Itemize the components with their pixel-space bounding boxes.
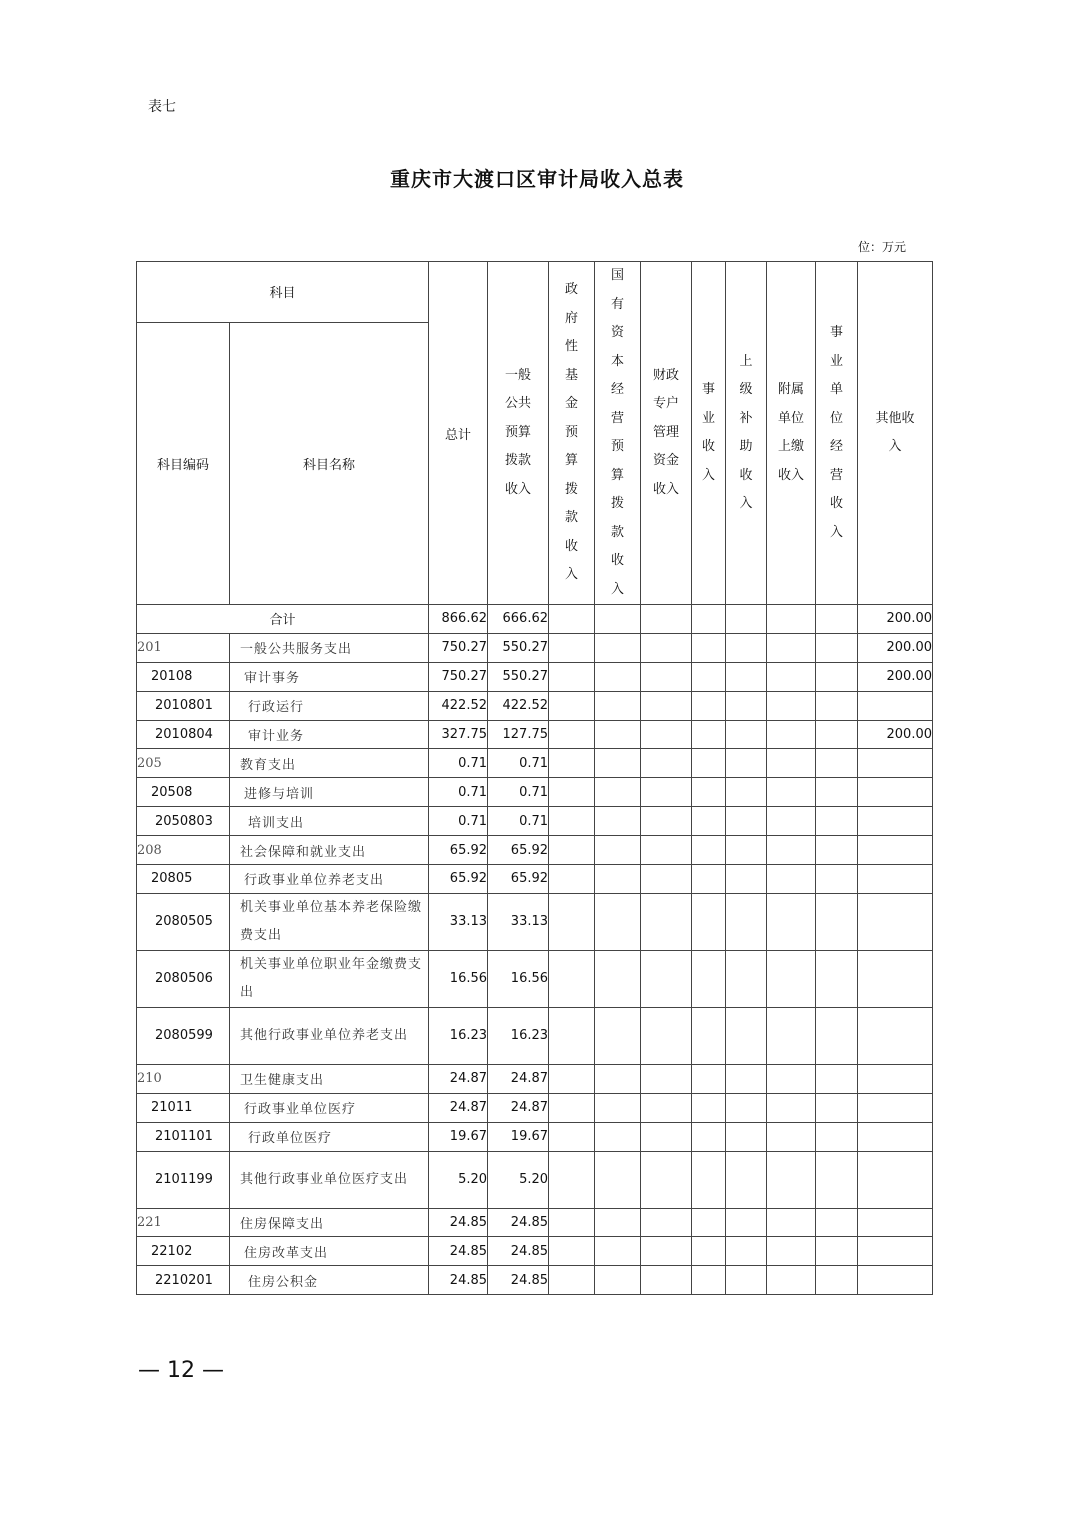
empty-cell: [595, 1007, 641, 1064]
empty-cell: [692, 1064, 726, 1093]
other-income-value: [858, 1151, 933, 1208]
subject-name: 其他行政事业单位医疗支出: [230, 1151, 429, 1208]
empty-cell: [595, 1266, 641, 1295]
table-row: [137, 720, 933, 749]
empty-cell: [692, 1208, 726, 1237]
total-row: [137, 605, 933, 634]
total-value: 0.71: [429, 749, 488, 778]
empty-cell: [816, 662, 858, 691]
empty-cell: [549, 1064, 595, 1093]
empty-cell: [692, 865, 726, 894]
other-income-value: [858, 1237, 933, 1266]
subject-name: 行政单位医疗: [230, 1122, 429, 1151]
empty-cell: [726, 950, 767, 1007]
empty-cell: [692, 1266, 726, 1295]
empty-cell: [641, 1007, 692, 1064]
empty-cell: [726, 893, 767, 950]
empty-cell: [595, 950, 641, 1007]
empty-cell: [595, 807, 641, 836]
empty-cell: [641, 836, 692, 865]
empty-cell: [549, 807, 595, 836]
empty-cell: [641, 633, 692, 662]
table-row: [137, 662, 933, 691]
empty-cell: [692, 1122, 726, 1151]
empty-cell: [767, 1208, 816, 1237]
other-income-value: [858, 1208, 933, 1237]
empty-cell: [549, 720, 595, 749]
empty-cell: [767, 633, 816, 662]
subject-code: 20805: [137, 865, 230, 894]
subject-name: 住房保障支出: [230, 1208, 429, 1237]
empty-cell: [692, 1237, 726, 1266]
subject-code: 2101199: [137, 1151, 230, 1208]
income-table: [136, 261, 933, 1295]
other-income-value: [858, 1007, 933, 1064]
empty-cell: [641, 691, 692, 720]
subject-code: 2101101: [137, 1122, 230, 1151]
total-value: 24.85: [429, 1208, 488, 1237]
total-total: 866.62: [429, 605, 488, 634]
empty-cell: [726, 691, 767, 720]
subject-name: 培训支出: [230, 807, 429, 836]
empty-cell: [816, 633, 858, 662]
operating-income-header: 事 业 单 位 经 营 收 入: [816, 262, 858, 605]
subject-code: 210: [137, 1064, 230, 1093]
document-label: 表七: [148, 99, 176, 115]
total-value: 750.27: [429, 633, 488, 662]
empty-cell: [726, 865, 767, 894]
empty-cell: [595, 749, 641, 778]
empty-cell: [692, 662, 726, 691]
subject-code: 2080506: [137, 950, 230, 1007]
empty-cell: [767, 1237, 816, 1266]
empty-cell: [641, 807, 692, 836]
empty-cell: [816, 1093, 858, 1122]
total-general: 666.62: [488, 605, 549, 634]
empty-cell: [549, 1151, 595, 1208]
subject-name: 行政事业单位医疗: [230, 1093, 429, 1122]
other-income-value: [858, 1093, 933, 1122]
empty-cell: [641, 950, 692, 1007]
empty-cell: [641, 1208, 692, 1237]
subject-code: 2210201: [137, 1266, 230, 1295]
general-budget-value: 5.20: [488, 1151, 549, 1208]
subject-name: 一般公共服务支出: [230, 633, 429, 662]
empty-cell: [641, 865, 692, 894]
table-row: [137, 950, 933, 1007]
empty-cell: [549, 1093, 595, 1122]
empty-cell: [726, 633, 767, 662]
subject-code: 20108: [137, 662, 230, 691]
other-income-value: [858, 749, 933, 778]
empty-cell: [726, 1093, 767, 1122]
empty-cell: [549, 778, 595, 807]
total-value: 0.71: [429, 778, 488, 807]
general-budget-value: 33.13: [488, 893, 549, 950]
empty-cell: [726, 836, 767, 865]
general-budget-value: 24.85: [488, 1208, 549, 1237]
empty-cell: [726, 749, 767, 778]
empty-cell: [816, 749, 858, 778]
empty-cell: [692, 691, 726, 720]
empty-cell: [549, 1208, 595, 1237]
other-income-value: [858, 836, 933, 865]
subject-name: 机关事业单位基本养老保险缴费支出: [230, 893, 429, 950]
empty-cell: [816, 1122, 858, 1151]
table-row: [137, 1093, 933, 1122]
subject-name: 其他行政事业单位养老支出: [230, 1007, 429, 1064]
superior-subsidy-header: 上 级 补 助 收 入: [726, 262, 767, 605]
empty-cell: [549, 836, 595, 865]
subject-code: 2010804: [137, 720, 230, 749]
empty-cell: [641, 662, 692, 691]
subject-code: 22102: [137, 1237, 230, 1266]
empty-cell: [692, 1093, 726, 1122]
fiscal-special-header: 财政 专户 管理 资金 收入: [641, 262, 692, 605]
empty-cell: [692, 720, 726, 749]
empty-cell: [692, 836, 726, 865]
empty-cell: [816, 1064, 858, 1093]
empty-cell: [816, 720, 858, 749]
empty-cell: [726, 1122, 767, 1151]
empty-cell: [549, 1007, 595, 1064]
total-value: 24.87: [429, 1064, 488, 1093]
empty-cell: [549, 1122, 595, 1151]
subject-code: 208: [137, 836, 230, 865]
total-value: 24.87: [429, 1093, 488, 1122]
subject-code: 2080505: [137, 893, 230, 950]
empty-cell: [767, 749, 816, 778]
empty-cell: [767, 1122, 816, 1151]
general-budget-value: 0.71: [488, 778, 549, 807]
empty-cell: [816, 893, 858, 950]
total-value: 0.71: [429, 807, 488, 836]
gov-fund-header: 政 府 性 基 金 预 算 拨 款 收 入: [549, 262, 595, 605]
general-budget-value: 550.27: [488, 662, 549, 691]
empty-cell: [767, 807, 816, 836]
empty-cell: [816, 1237, 858, 1266]
empty-cell: [726, 1007, 767, 1064]
empty-cell: [726, 1064, 767, 1093]
empty-cell: [816, 836, 858, 865]
subject-code: 20508: [137, 778, 230, 807]
total-header: 总计: [429, 262, 488, 605]
subject-name: 进修与培训: [230, 778, 429, 807]
subject-name: 社会保障和就业支出: [230, 836, 429, 865]
general-budget-value: 24.85: [488, 1266, 549, 1295]
general-budget-value: 65.92: [488, 836, 549, 865]
other-income-value: 200.00: [858, 633, 933, 662]
general-budget-value: 550.27: [488, 633, 549, 662]
empty-cell: [595, 720, 641, 749]
other-income-value: [858, 1064, 933, 1093]
table-row: [137, 1266, 933, 1295]
empty-cell: [595, 1093, 641, 1122]
empty-cell: [595, 1208, 641, 1237]
empty-cell: [641, 893, 692, 950]
empty-cell: [816, 807, 858, 836]
other-income-value: [858, 893, 933, 950]
empty-cell: [641, 1064, 692, 1093]
subject-code: 2050803: [137, 807, 230, 836]
empty-cell: [595, 633, 641, 662]
general-budget-value: 16.56: [488, 950, 549, 1007]
empty-cell: [549, 865, 595, 894]
subject-name: 卫生健康支出: [230, 1064, 429, 1093]
empty-cell: [767, 662, 816, 691]
empty-cell: [816, 1007, 858, 1064]
table-row: [137, 1122, 933, 1151]
table-row: [137, 1151, 933, 1208]
subject-header: 科目: [137, 262, 429, 323]
empty-cell: [595, 1122, 641, 1151]
empty-cell: [726, 1208, 767, 1237]
subject-code: 205: [137, 749, 230, 778]
empty-cell: [726, 662, 767, 691]
empty-cell: [726, 1266, 767, 1295]
table-row: [137, 749, 933, 778]
total-value: 33.13: [429, 893, 488, 950]
empty-cell: [767, 1093, 816, 1122]
other-income-value: [858, 778, 933, 807]
other-income-header: 其他收 入: [858, 262, 933, 605]
empty-cell: [595, 691, 641, 720]
empty-cell: [726, 807, 767, 836]
subject-name: 行政事业单位养老支出: [230, 865, 429, 894]
empty-cell: [641, 1093, 692, 1122]
total-value: 19.67: [429, 1122, 488, 1151]
subject-name: 教育支出: [230, 749, 429, 778]
total-value: 65.92: [429, 836, 488, 865]
empty-cell: [767, 865, 816, 894]
table-row: [137, 633, 933, 662]
empty-cell: [595, 1151, 641, 1208]
empty-cell: [816, 691, 858, 720]
empty-cell: [692, 633, 726, 662]
total-label: 合计: [137, 605, 429, 634]
empty-cell: [595, 893, 641, 950]
name-header: 科目名称: [230, 322, 429, 604]
empty-cell: [595, 836, 641, 865]
empty-cell: [641, 1237, 692, 1266]
subject-name: 机关事业单位职业年金缴费支出: [230, 950, 429, 1007]
general-budget-value: 0.71: [488, 807, 549, 836]
empty-cell: [692, 749, 726, 778]
subject-name: 住房改革支出: [230, 1237, 429, 1266]
empty-cell: [767, 1266, 816, 1295]
total-value: 65.92: [429, 865, 488, 894]
general-budget-value: 19.67: [488, 1122, 549, 1151]
empty-cell: [549, 950, 595, 1007]
table-row: [137, 691, 933, 720]
other-income-value: [858, 691, 933, 720]
total-value: 16.23: [429, 1007, 488, 1064]
empty-cell: [726, 720, 767, 749]
empty-cell: [595, 778, 641, 807]
page-number: — 12 —: [138, 1358, 224, 1383]
general-budget-value: 24.85: [488, 1237, 549, 1266]
empty-cell: [692, 778, 726, 807]
empty-cell: [641, 749, 692, 778]
empty-cell: [641, 1266, 692, 1295]
general-budget-value: 422.52: [488, 691, 549, 720]
empty-cell: [816, 865, 858, 894]
empty-cell: [549, 1266, 595, 1295]
empty-cell: [767, 836, 816, 865]
empty-cell: [549, 1237, 595, 1266]
table-row: [137, 836, 933, 865]
table-row: [137, 1237, 933, 1266]
empty-cell: [641, 1151, 692, 1208]
table-row: [137, 865, 933, 894]
empty-cell: [692, 807, 726, 836]
empty-cell: [767, 950, 816, 1007]
state-capital-header: 国 有 资 本 经 营 预 算 拨 款 收 入: [595, 262, 641, 605]
general-budget-value: 24.87: [488, 1064, 549, 1093]
other-income-value: [858, 865, 933, 894]
subject-name: 审计业务: [230, 720, 429, 749]
other-income-value: 200.00: [858, 662, 933, 691]
subject-name: 行政运行: [230, 691, 429, 720]
table-row: [137, 1007, 933, 1064]
total-value: 327.75: [429, 720, 488, 749]
empty-cell: [816, 950, 858, 1007]
empty-cell: [549, 749, 595, 778]
other-income-value: [858, 807, 933, 836]
table-row: [137, 1064, 933, 1093]
empty-cell: [816, 1151, 858, 1208]
empty-cell: [641, 720, 692, 749]
empty-cell: [726, 1151, 767, 1208]
empty-cell: [549, 893, 595, 950]
empty-cell: [767, 893, 816, 950]
empty-cell: [595, 1237, 641, 1266]
empty-cell: [595, 1064, 641, 1093]
empty-cell: [692, 1007, 726, 1064]
total-value: 750.27: [429, 662, 488, 691]
other-income-value: [858, 1122, 933, 1151]
other-income-value: [858, 950, 933, 1007]
other-income-value: 200.00: [858, 720, 933, 749]
empty-cell: [595, 865, 641, 894]
other-income-value: [858, 1266, 933, 1295]
code-header: 科目编码: [137, 322, 230, 604]
total-value: 5.20: [429, 1151, 488, 1208]
general-budget-value: 0.71: [488, 749, 549, 778]
total-value: 24.85: [429, 1237, 488, 1266]
empty-cell: [726, 778, 767, 807]
general-budget-value: 16.23: [488, 1007, 549, 1064]
empty-cell: [641, 778, 692, 807]
affiliated-unit-header: 附属 单位 上缴 收入: [767, 262, 816, 605]
subject-name: 审计事务: [230, 662, 429, 691]
empty-cell: [767, 1007, 816, 1064]
empty-cell: [767, 720, 816, 749]
empty-cell: [767, 1151, 816, 1208]
table-row: [137, 778, 933, 807]
empty-cell: [549, 662, 595, 691]
empty-cell: [816, 778, 858, 807]
empty-cell: [692, 950, 726, 1007]
general-budget-header: 一般 公共 预算 拨款 收入: [488, 262, 549, 605]
empty-cell: [816, 1266, 858, 1295]
empty-cell: [595, 662, 641, 691]
empty-cell: [641, 1122, 692, 1151]
subject-name: 住房公积金: [230, 1266, 429, 1295]
unit-label: 位：万元: [858, 240, 907, 254]
business-income-header: 事 业 收 入: [692, 262, 726, 605]
empty-cell: [692, 1151, 726, 1208]
empty-cell: [767, 691, 816, 720]
total-other: 200.00: [858, 605, 933, 634]
empty-cell: [549, 633, 595, 662]
table-row: [137, 807, 933, 836]
table-row: [137, 893, 933, 950]
general-budget-value: 24.87: [488, 1093, 549, 1122]
empty-cell: [692, 893, 726, 950]
general-budget-value: 127.75: [488, 720, 549, 749]
total-value: 24.85: [429, 1266, 488, 1295]
subject-code: 201: [137, 633, 230, 662]
subject-code: 2010801: [137, 691, 230, 720]
table-row: [137, 1208, 933, 1237]
empty-cell: [726, 1237, 767, 1266]
total-value: 16.56: [429, 950, 488, 1007]
empty-cell: [767, 778, 816, 807]
empty-cell: [549, 691, 595, 720]
subject-code: 221: [137, 1208, 230, 1237]
empty-cell: [767, 1064, 816, 1093]
general-budget-value: 65.92: [488, 865, 549, 894]
subject-code: 2080599: [137, 1007, 230, 1064]
page-title: 重庆市大渡口区审计局收入总表: [390, 167, 684, 191]
total-value: 422.52: [429, 691, 488, 720]
subject-code: 21011: [137, 1093, 230, 1122]
empty-cell: [816, 1208, 858, 1237]
